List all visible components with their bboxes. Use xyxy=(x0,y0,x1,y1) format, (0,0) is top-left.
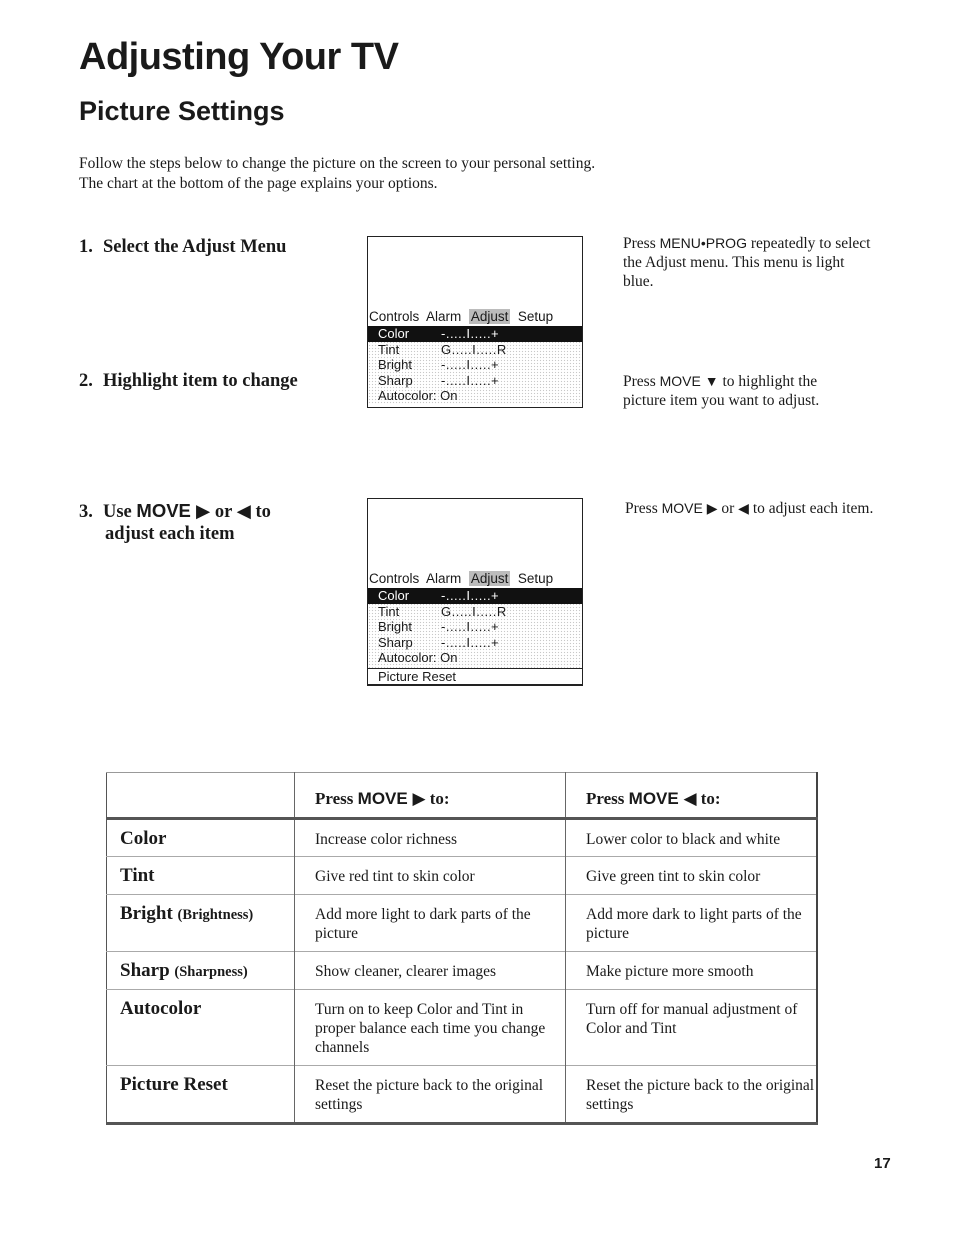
step-text: Use xyxy=(103,502,132,522)
step-text: to xyxy=(255,502,271,522)
desc-text: to highlight the picture item you want to adjust. xyxy=(623,373,820,409)
desc-text: Press xyxy=(623,373,656,390)
menu-item-bright xyxy=(368,357,582,373)
menu-item-label: Sharp xyxy=(378,372,413,388)
menu-tab-alarm: Alarm xyxy=(426,571,462,586)
option-name xyxy=(107,895,295,952)
menu-item-value: -.....I.....+ xyxy=(441,588,500,603)
desc-text: Press xyxy=(625,500,658,517)
option-name xyxy=(107,990,295,1066)
menu-item-label: Color xyxy=(378,588,410,603)
menu-item-label: Bright xyxy=(378,357,412,372)
menu-item-sharp xyxy=(368,635,582,651)
option-name xyxy=(107,1066,295,1124)
option-name-text: Tint xyxy=(120,865,155,886)
step-1-label xyxy=(79,236,286,258)
move-down-key: MOVE ▼ xyxy=(659,373,719,389)
menu-item-label: Bright xyxy=(378,619,412,634)
table-header-move-left xyxy=(566,773,818,819)
option-move-right-effect: Increase color richness xyxy=(295,819,566,857)
desc-text: to adjust each item. xyxy=(752,500,874,517)
menu-tab-adjust: Adjust xyxy=(470,571,509,586)
desc-text: repeatedly to select the Adjust menu. This menu is light blue. xyxy=(623,235,871,290)
header-text: to: xyxy=(700,789,721,808)
step-3-description xyxy=(625,499,875,518)
menu-tab-controls: Controls xyxy=(369,571,420,586)
option-name xyxy=(107,819,295,857)
step-1-description xyxy=(623,234,873,291)
option-move-right-effect: Add more light to dark parts of the picture xyxy=(295,895,566,952)
tv-screen-adjust-menu-expanded xyxy=(367,498,583,686)
page-number: 17 xyxy=(874,1155,891,1172)
table-row xyxy=(107,952,818,990)
step-text: Select the Adjust Menu xyxy=(103,237,287,257)
move-right-key: MOVE ▶ xyxy=(136,500,211,521)
option-name xyxy=(107,952,295,990)
header-text: Press xyxy=(315,789,354,808)
option-name-sub: (Brightness) xyxy=(177,907,254,923)
tv-screen-adjust-menu xyxy=(367,236,583,408)
move-left-key: MOVE ◀ xyxy=(628,789,697,808)
option-move-right-effect: Reset the picture back to the original settings xyxy=(295,1066,566,1124)
menu-tab-setup: Setup xyxy=(517,571,554,586)
option-name xyxy=(107,857,295,895)
menu-item-label: Autocolor: On xyxy=(378,388,458,403)
menu-item-label: Tint xyxy=(378,603,400,619)
menu-item-label: Sharp xyxy=(378,634,413,650)
desc-text: or xyxy=(721,500,735,517)
menu-item-value: -.....I.....+ xyxy=(441,634,500,650)
menu-item-picture-reset xyxy=(367,668,583,686)
menu-list xyxy=(368,588,582,685)
page-title: Adjusting Your TV xyxy=(79,36,399,78)
header-text: to: xyxy=(429,789,450,808)
menu-item-label: Autocolor: On xyxy=(378,650,458,665)
desc-text: Press xyxy=(623,235,656,252)
menu-tab-setup: Setup xyxy=(517,309,554,324)
option-move-right-effect: Turn on to keep Color and Tint in proper balance each time you change channels xyxy=(295,990,566,1066)
menu-item-color xyxy=(368,588,582,604)
step-text: adjust each item xyxy=(105,524,235,544)
option-name-sub: (Sharpness) xyxy=(174,964,248,980)
option-move-left-effect: Give green tint to skin color xyxy=(566,857,818,895)
menu-tab-controls: Controls xyxy=(369,309,420,324)
option-move-left-effect: Make picture more smooth xyxy=(566,952,818,990)
table-row xyxy=(107,990,818,1066)
menu-item-color xyxy=(368,326,582,342)
table-header-move-right xyxy=(295,773,566,819)
table-header-empty xyxy=(107,773,295,819)
menu-item-value: -.....I.....+ xyxy=(441,326,500,341)
table-row xyxy=(107,857,818,895)
option-move-left-effect: Turn off for manual adjustment of Color and Tint xyxy=(566,990,818,1066)
menu-item-label: Picture Reset xyxy=(378,668,457,684)
section-title: Picture Settings xyxy=(79,96,285,126)
menu-list xyxy=(368,326,582,404)
table-row xyxy=(107,1066,818,1124)
menu-bar xyxy=(369,571,553,586)
step-number: 1. xyxy=(79,237,93,257)
option-move-left-effect: Lower color to black and white xyxy=(566,819,818,857)
menu-item-label: Tint xyxy=(378,341,400,357)
menu-item-tint xyxy=(368,342,582,358)
menu-item-value: G.....I.....R xyxy=(441,603,507,619)
step-3-label xyxy=(79,500,319,545)
table-header-row xyxy=(107,773,818,819)
menu-item-autocolor xyxy=(368,650,582,666)
option-move-right-effect: Give red tint to skin color xyxy=(295,857,566,895)
option-name-text: Bright xyxy=(120,903,173,924)
move-left-key: ◀ xyxy=(236,500,251,521)
table-row xyxy=(107,895,818,952)
menu-item-sharp xyxy=(368,373,582,389)
menu-item-autocolor xyxy=(368,388,582,404)
step-text: or xyxy=(214,502,233,522)
menu-prog-key: MENU•PROG xyxy=(659,235,747,251)
option-name-text: Picture Reset xyxy=(120,1074,228,1095)
menu-bar xyxy=(369,309,553,324)
menu-item-label: Color xyxy=(378,326,410,341)
menu-item-tint xyxy=(368,604,582,620)
option-move-right-effect: Show cleaner, clearer images xyxy=(295,952,566,990)
menu-item-value: G.....I.....R xyxy=(441,341,507,357)
step-number: 2. xyxy=(79,371,93,391)
menu-tab-adjust: Adjust xyxy=(470,309,509,324)
move-right-key: MOVE ▶ xyxy=(357,789,426,808)
step-number: 3. xyxy=(79,502,93,522)
options-table xyxy=(106,772,818,1125)
option-name-text: Color xyxy=(120,828,167,849)
option-move-left-effect: Add more dark to light parts of the picture xyxy=(566,895,818,952)
move-right-key: MOVE ▶ xyxy=(661,500,718,516)
step-2-description xyxy=(623,372,863,410)
menu-tab-alarm: Alarm xyxy=(426,309,462,324)
step-2-label xyxy=(79,370,298,392)
menu-item-value: -.....I.....+ xyxy=(441,357,500,372)
header-text: Press xyxy=(586,789,625,808)
option-name-text: Autocolor xyxy=(120,998,202,1019)
menu-item-bright xyxy=(368,619,582,635)
option-name-text: Sharp xyxy=(120,960,170,981)
option-move-left-effect: Reset the picture back to the original settings xyxy=(566,1066,818,1124)
table-row xyxy=(107,819,818,857)
menu-item-value: -.....I.....+ xyxy=(441,619,500,634)
intro-paragraph: Follow the steps below to change the picture on the screen to your personal setting. The chart at the bottom of the page explains your options. xyxy=(79,155,596,192)
move-left-key: ◀ xyxy=(738,500,749,516)
menu-item-value: -.....I.....+ xyxy=(441,372,500,388)
step-text: Highlight item to change xyxy=(103,371,298,391)
